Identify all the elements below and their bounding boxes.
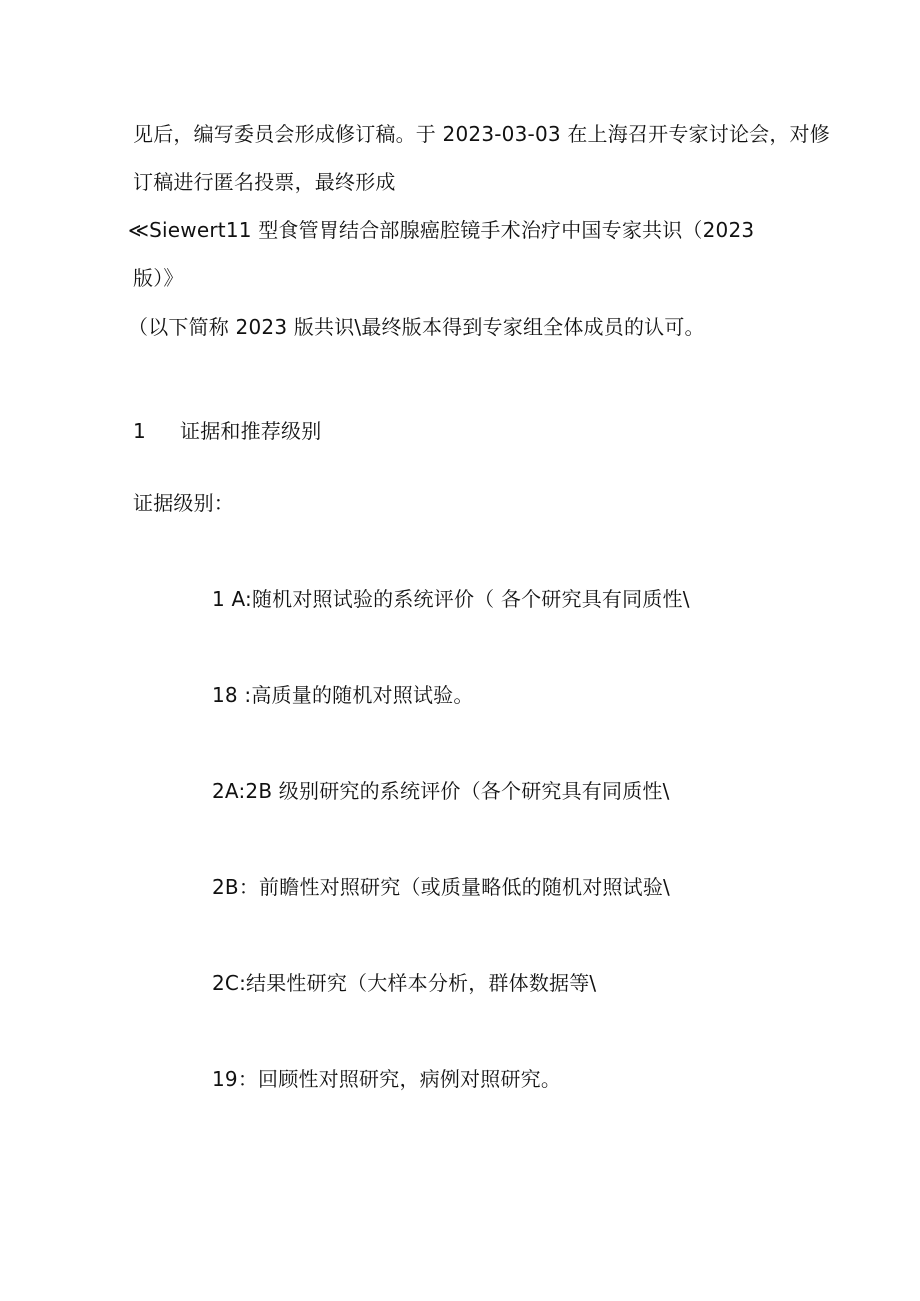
- intro-line-3: ≪Siewert11 型食管胃结合部腺癌腔镜手术治疗中国专家共识（2023: [128, 218, 755, 242]
- evidence-level-2c: 2C:结果性研究（大样本分析，群体数据等\: [212, 971, 597, 995]
- intro-line-4: 版）》: [133, 266, 184, 290]
- intro-line-2: 订稿进行匿名投票，最终形成: [133, 170, 396, 194]
- section-number: 1: [133, 419, 146, 443]
- evidence-level-1b: 18 :高质量的随机对照试验。: [212, 683, 474, 707]
- evidence-level-2a: 2A:2B 级别研究的系统评价（各个研究具有同质性\: [212, 779, 670, 803]
- evidence-level-1a: 1 A:随机对照试验的系统评价（ 各个研究具有同质性\: [212, 587, 690, 611]
- intro-line-5: （以下简称 2023 版共识\最终版本得到专家组全体成员的认可。: [128, 315, 705, 339]
- evidence-levels-label: 证据级别：: [133, 491, 234, 515]
- section-title: 证据和推荐级别: [180, 419, 322, 443]
- evidence-level-2b: 2B：前瞻性对照研究（或质量略低的随机对照试验\: [212, 875, 670, 899]
- intro-line-1: 见后，编写委员会形成修订稿。于 2023-03-03 在上海召开专家讨论会，对修: [133, 122, 830, 146]
- evidence-level-3: 19：回顾性对照研究，病例对照研究。: [212, 1067, 562, 1091]
